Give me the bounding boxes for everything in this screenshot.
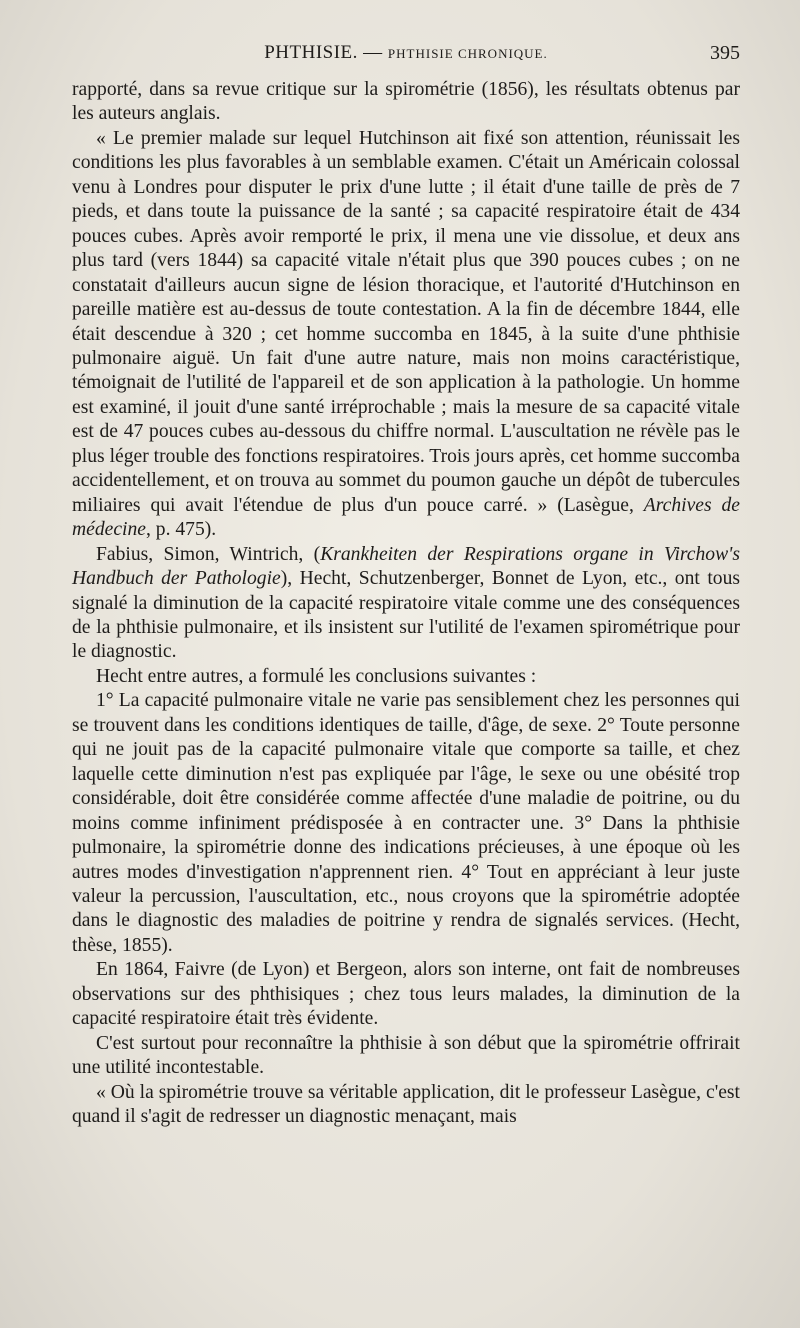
paragraph-text: « Le premier malade sur lequel Hutchinson ait fixé son attention, réunissait les conditions les plus favorables à un semblable examen. C'était un Américain colossal venu à Londres pour disputer le prix d'une lutte ; il était d'une taille de près de 7 pieds, et dans toute la puissance de la santé ; sa capacité respiratoire était de 434 pouces cubes. Après avoir remporté le prix, il mena une vie dissolue, et deux ans plus tard (vers 1844) sa capacité vitale n'était plus que 390 pouces cubes ; on ne constatait d'ailleurs aucun signe de lésion thoracique, et l'autorité d'Hutchinson en pareille matière est au-dessus de toute contestation. A la fin de décembre 1844, elle était descendue à 320 ; cet homme succomba en 1845, à la suite d'une phthisie pulmonaire aiguë. Un fait d'une autre nature, mais non moins caractéristique, témoignait de l'utilité de l'appareil et de son application à la pathologie. Un homme est examiné, il jouit d'une santé irréprochable ; mais la mesure de sa capacité vitale est de 47 pouces cubes au-dessous du chiffre normal. L'auscultation ne révèle pas le plus léger trouble des fonctions respiratoires. Trois jours après, cet homme succomba accidentellement, et on trouva au sommet du poumon gauche un dépôt de tubercules miliaires qui avait l'étendue de plus d'un pouce carré. » (Lasègue,	[72, 127, 740, 516]
running-head-dash: —	[363, 42, 383, 63]
paragraph	[72, 689, 740, 958]
paragraph	[72, 665, 740, 689]
paragraph-text: Fabius, Simon, Wintrich, (	[96, 543, 321, 565]
paragraph-text: ), Hecht, Schutzenberger, Bonnet de Lyon, etc., ont tous signalé la diminution de la capacité respiratoire vitale comme une des conséquences de la phthisie pulmonaire, et ils insistent sur l'utilité de l'examen spirométrique pour le diagnostic.	[72, 568, 740, 663]
paragraph-text: En 1864, Faivre (de Lyon) et Bergeon, alors son interne, ont fait de nombreuses observations sur des phthisiques ; chez tous leurs malades, la diminution de la capacité respiratoire était très évidente.	[72, 959, 740, 1030]
italic-text: Krankheiten der Respirations organe in Virchow's Handbuch der Pathologie	[72, 543, 740, 590]
paragraph-text: Hecht entre autres, a formulé les conclusions suivantes :	[96, 665, 537, 687]
page-header	[72, 42, 740, 70]
running-head	[72, 42, 740, 64]
paragraph-text: , p. 475).	[145, 519, 217, 541]
paragraph-text: C'est surtout pour reconnaître la phthisie à son début que la spirométrie offrirait une utilité incontestable.	[72, 1032, 740, 1079]
paragraph-text: rapporté, dans sa revue critique sur la spirométrie (1856), les résultats obtenus par les auteurs anglais.	[72, 79, 740, 125]
paragraph	[72, 127, 740, 543]
italic-text: Archives de médecine	[72, 494, 740, 541]
paragraph	[72, 78, 740, 127]
paragraph-text: « Où la spirométrie trouve sa véritable application, dit le professeur Lasègue, c'est quand il s'agit de redresser un diagnostic menaçant, mais	[72, 1081, 740, 1128]
running-head-sub: PHTHISIE CHRONIQUE.	[387, 46, 548, 61]
running-head-main: PHTHISIE.	[264, 42, 358, 63]
paragraph	[72, 1032, 740, 1081]
paragraph-text: 1° La capacité pulmonaire vitale ne varie pas sensiblement chez les personnes qui se trouvent dans les conditions identiques de taille, d'âge, de sexe. 2° Toute personne qui ne jouit pas de la capacité pulmonaire vitale que comporte sa taille, et chez laquelle cette diminution n'est pas expliquée par l'âge, le sexe ou une obésité trop considérable, doit être considérée comme affectée d'une maladie de poitrine, ou du moins comme infiniment prédisposée à en contracter une. 3° Dans la phthisie pulmonaire, la spirométrie donne des indications précieuses, à une époque où les autres modes d'investigation n'apprennent rien. 4° Tout en appréciant à leur juste valeur la percussion, l'auscultation, etc., nous croyons que la spirométrie adoptée dans le diagnostic des maladies de poitrine y rendra de signalés services. (Hecht, thèse, 1855).	[72, 690, 740, 956]
paragraph	[72, 543, 740, 665]
paragraph	[72, 958, 740, 1031]
body-text	[72, 78, 740, 1129]
paragraph	[72, 1081, 740, 1130]
page-number: 395	[710, 42, 740, 64]
